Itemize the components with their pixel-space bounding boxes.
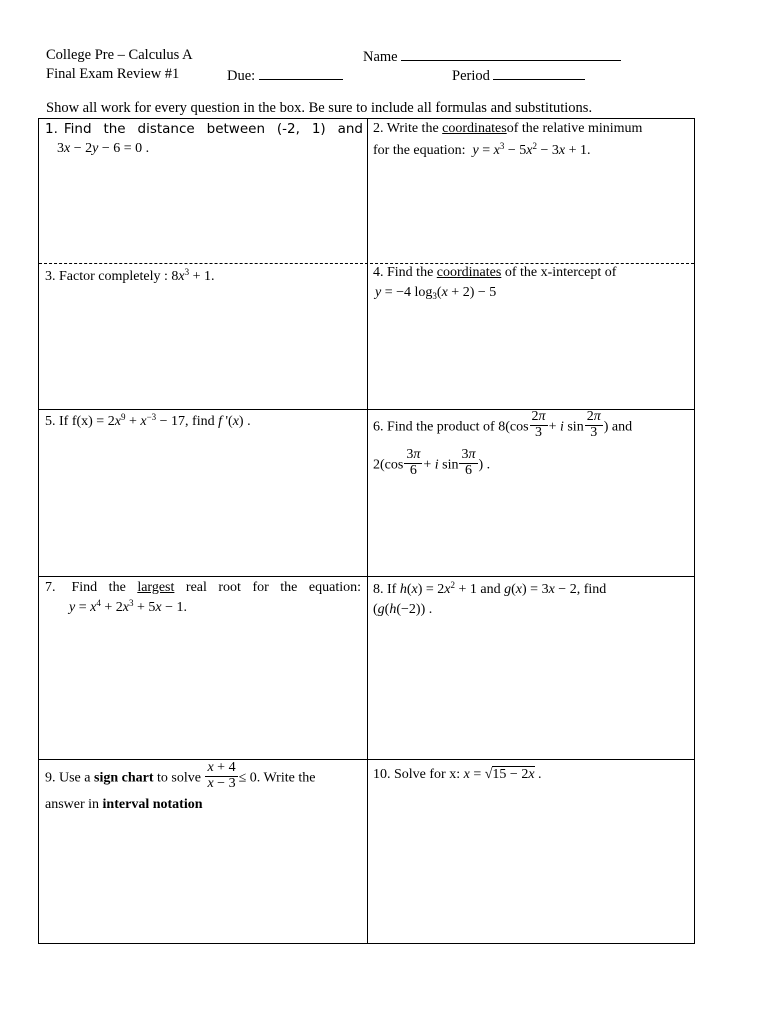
question-number: 6. bbox=[373, 419, 384, 435]
question-4-text-b: of the x-intercept of bbox=[504, 265, 617, 280]
row-divider bbox=[39, 576, 694, 577]
fraction: $\frac{3\pi}{6}$ bbox=[461, 447, 476, 479]
question-4-text-a: Find the bbox=[387, 265, 434, 280]
question-9[interactable] bbox=[45, 760, 363, 815]
question-10-text: Solve for x: bbox=[394, 767, 461, 782]
question-number: 8. bbox=[373, 582, 384, 597]
row-divider bbox=[39, 759, 694, 760]
question-9-bold-a: sign chart bbox=[94, 770, 154, 786]
question-7-equation: $y = x^4 + 2x^3 + 5x - 1$. bbox=[69, 598, 187, 615]
fraction: $\frac{2\pi}{3}$ bbox=[586, 409, 601, 440]
question-1-equation: 3x − 2y − 6 = 0 . bbox=[57, 141, 150, 156]
question-5-expression: $2x^9 + x^{-3} - 17$ bbox=[107, 412, 186, 429]
question-5-derivative: f '(x) . bbox=[218, 414, 251, 429]
question-number: 7. bbox=[45, 580, 56, 595]
question-9-text-b: to solve bbox=[157, 770, 201, 786]
question-9-text-d: answer in bbox=[45, 797, 100, 813]
question-2-line2-text: for the equation: bbox=[373, 143, 466, 158]
fraction: $\frac{3\pi}{6}$ bbox=[406, 447, 421, 479]
question-8-line1: 8. If $h(x) = 2x^2 + 1$ and g(x) = 3x − 2, find bbox=[373, 580, 607, 597]
question-grid bbox=[38, 118, 695, 944]
question-4-underlined: coordinates bbox=[436, 265, 502, 280]
question-7[interactable] bbox=[45, 578, 361, 618]
fraction: $\frac{x + 4}{x - 3}$ bbox=[207, 760, 236, 791]
question-8-text-a: If bbox=[387, 582, 397, 597]
name-field[interactable] bbox=[363, 47, 621, 66]
fraction: $\frac{2\pi}{3}$ bbox=[531, 409, 546, 440]
question-7-text-b: real root for the equation: bbox=[185, 580, 362, 595]
column-divider bbox=[367, 119, 368, 943]
question-7-underlined: largest bbox=[137, 580, 175, 595]
course-title: College Pre – Calculus A bbox=[46, 47, 193, 63]
question-1[interactable] bbox=[45, 119, 363, 159]
period-field[interactable] bbox=[452, 66, 585, 85]
due-label: Due: bbox=[227, 68, 256, 84]
question-2-line2: for the equation: $y = x^3 - 5x^2 - 3x + 1$. bbox=[373, 141, 591, 158]
question-6[interactable] bbox=[373, 409, 691, 481]
question-number: 4. bbox=[373, 265, 384, 280]
question-7-line1 bbox=[45, 578, 361, 598]
question-6-text: Find the product of bbox=[387, 419, 495, 435]
question-6-line1: 6. Find the product of 8(cos $\frac{2\pi}{3}$ + i sin $\frac{2\pi}{3}$ ) and bbox=[373, 409, 633, 440]
question-8-and: and bbox=[480, 582, 501, 597]
question-number: 5. bbox=[45, 414, 56, 429]
question-3-expression: $8x^3 + 1$. bbox=[171, 267, 215, 284]
due-field[interactable] bbox=[227, 66, 343, 85]
question-9-text-a: Use a bbox=[59, 770, 91, 786]
question-number: 2. bbox=[373, 121, 384, 136]
question-2-line1 bbox=[373, 119, 691, 139]
period-label: Period bbox=[452, 68, 490, 84]
question-number: 10. bbox=[373, 767, 391, 782]
question-6-and: and bbox=[611, 419, 633, 435]
question-9-text-c: . Write the bbox=[256, 770, 316, 786]
question-3[interactable] bbox=[45, 267, 363, 287]
question-2-text-b: of the relative minimum bbox=[506, 121, 643, 136]
question-5[interactable] bbox=[45, 412, 363, 432]
question-9-line2 bbox=[45, 795, 363, 815]
question-2[interactable] bbox=[373, 119, 691, 161]
review-title: Final Exam Review #1 bbox=[46, 66, 180, 82]
question-8-expression: (g(h(−2)) . bbox=[373, 602, 433, 617]
name-blank[interactable] bbox=[401, 47, 621, 61]
question-9-bold-b: interval notation bbox=[102, 797, 203, 813]
question-6-line2: 2(cos $\frac{3\pi}{6}$ + i sin $\frac{3\pi}{6}$ ) . bbox=[373, 447, 491, 479]
name-label: Name bbox=[363, 49, 398, 65]
due-blank[interactable] bbox=[259, 66, 343, 80]
question-8[interactable] bbox=[373, 580, 691, 620]
question-2-underlined: coordinates bbox=[442, 121, 507, 136]
instructions: Show all work for every question in the box. Be sure to include all formulas and substitutions. bbox=[46, 100, 593, 116]
question-3-text: Factor completely : bbox=[59, 269, 168, 284]
question-number: 3. bbox=[45, 269, 56, 284]
question-4-line1 bbox=[373, 263, 691, 283]
question-9-line1: 9. Use a sign chart to solve $\frac{x + 4}{x - 3}$ ≤ 0. Write the bbox=[45, 760, 316, 791]
question-1-text: Find the distance between (-2, 1) and bbox=[63, 121, 363, 137]
question-7-text-a: Find the bbox=[71, 580, 126, 595]
question-number: 9. bbox=[45, 770, 56, 786]
question-8-find: , find bbox=[576, 582, 607, 597]
period-blank[interactable] bbox=[493, 66, 585, 80]
question-4[interactable] bbox=[373, 263, 691, 303]
question-5-text-a: If f(x) = bbox=[59, 414, 105, 429]
question-2-text-a: Write the bbox=[386, 121, 439, 136]
question-5-text-b: , find bbox=[185, 414, 215, 429]
question-1-line1 bbox=[45, 119, 363, 139]
question-4-equation: y = −4 $\log_3(x + 2) - 5$ bbox=[375, 285, 497, 301]
question-10[interactable]: 10. Solve for x: x = √15 − 2x . bbox=[373, 767, 542, 782]
question-number: 1. bbox=[45, 121, 58, 137]
